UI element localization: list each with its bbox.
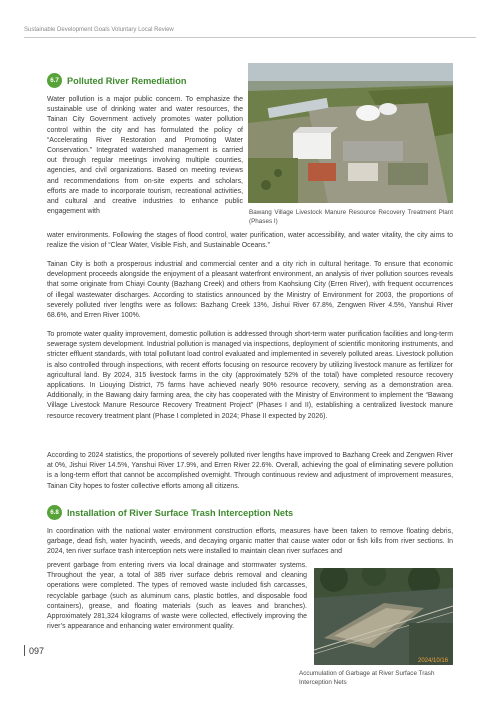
page-number-divider [24, 645, 25, 656]
paragraph-6-7-intro: Water pollution is a major public concern. To emphasize the sustainable use of drinking water and water resources, the Tainan City Government actively promotes water pollution control within the city and has formulated the policy of “Accelerating River Restoration and Promoting Water Conservation.” Integrated watershed management is carried out through regular meetings involving multiple counties, agencies, and civil organizations. Based on meeting reviews and recommendations from on-site experts and scholars, efforts are made to incorporate tourism, recreational activities, and cultural and creative industries to enhance public engagement with [47, 96, 243, 216]
page-number: 097 [29, 646, 45, 656]
photo-caption-trash-net: Accumulation of Garbage at River Surface Trash Interception Nets [299, 670, 435, 686]
paragraph-6-7-measures: To promote water quality improvement, domestic pollution is addressed through short-term water purification facilities and long-term sewerage system development. Industrial pollution is managed via inspections, deployment of scientific monitoring instruments, and stricter effluent standards, with total pollutant load control evaluated and implemented in severely polluted areas. Livestock pollution is also controlled through inspections, with recent efforts focusing on resource recovery by utilizing livestock manure as fertilizer for agricultural land. By 2024, 315 livestock farms in the city (approximately 52% of the total) have completed resource recovery applications. In Liouying District, 75 farms have achieved nearly 90% resource recovery, serving as a demonstration area. Additionally, in the Bawang dairy farming area, the city has cooperated with the Ministry of Environment to implement the “Bawang Village Livestock Manure Resource Recovery Treatment Project” (Phases I and II), establishing a centralized livestock manure resource recovery treatment plant (Phase I completed in 2024; Phase II expected by 2026). [47, 331, 453, 420]
trash-net-photo [314, 568, 453, 665]
section-heading-6-8 [47, 505, 293, 520]
paragraph-6-8-results: prevent garbage from entering rivers via local drainage and stormwater systems. Throughout the year, a total of 385 river surface debris removal and cleaning operations were completed. The types of removed waste included fish carcasses, recyclable garbage (such as aluminum cans, plastic bottles, and disposable food containers), grease, and floating materials (such as leaves and branches). Approximately 281,324 kilograms of waste were collected, effectively improving the river’s appearance and enhancing water environment quality. [47, 562, 307, 631]
livestock-plant-aerial-photo [248, 63, 453, 203]
section-title: Installation of River Surface Trash Interception Nets [67, 507, 294, 518]
section-number-badge: 6.7 [47, 73, 62, 88]
paragraph-6-8-intro: In coordination with the national water environment construction efforts, measures have been taken to remove floating debris, garbage, dead fish, water hyacinth, weeds, and decaying organic matter that cause water odor or fish kills from river sections. In 2024, ten river surface trash interception nets were installed to maintain clean river surfaces and [47, 528, 453, 556]
header-divider [24, 37, 476, 38]
paragraph-6-7-results: According to 2024 statistics, the proportions of severely polluted river lengths have improved to Bazhang Creek and Zengwen River at 0%, Jishui River 14.5%, Yanshui River 17.9%, and Erren River 22.6%. Overall, achieving the goal of eliminating severe pollution is a long-term effort that cannot be accomplished overnight. Through continuous review and adjustment of improvement measures, Tainan City hopes to foster collective efforts among all citizens. [47, 452, 453, 490]
section-number-badge: 6.8 [47, 505, 62, 520]
section-heading-6-7 [47, 73, 186, 88]
photo-caption-livestock-plant: Bawang Village Livestock Manure Resource Recovery Treatment Plant (Phases I) [249, 209, 453, 225]
paragraph-6-7-pollution-sources: Tainan City is both a prosperous industrial and commercial center and a city rich in cultural heritage. To ensure that economic development proceeds alongside the enjoyment of a pleasant waterfront environment, an analysis of river pollution sources reveals that some originate from Chiayi County (Bazhang Creek) and others from Kaohsiung City (Erren River), with frequent occurrences of illegal wastewater discharges. According to statistics announced by the Ministry of Environment for 2003, the proportions of severely polluted river lengths were as follows: Bazhang Creek 13%, Jishui River 67.8%, Zengwen River 4.5%, Yanshui River 68.6%, and Erren River 100%. [47, 261, 453, 320]
section-title: Polluted River Remediation [67, 75, 187, 86]
photo-date-stamp: 2024/10/16 [418, 658, 449, 664]
running-header: Sustainable Development Goals Voluntary Local Review [24, 27, 174, 33]
paragraph-6-7-continued: water environments. Following the stages of flood control, water purification, water accessibility, and water vitality, the city aims to realize the vision of “Clear Water, Visible Fish, and Sustainable Oceans.” [47, 232, 453, 250]
